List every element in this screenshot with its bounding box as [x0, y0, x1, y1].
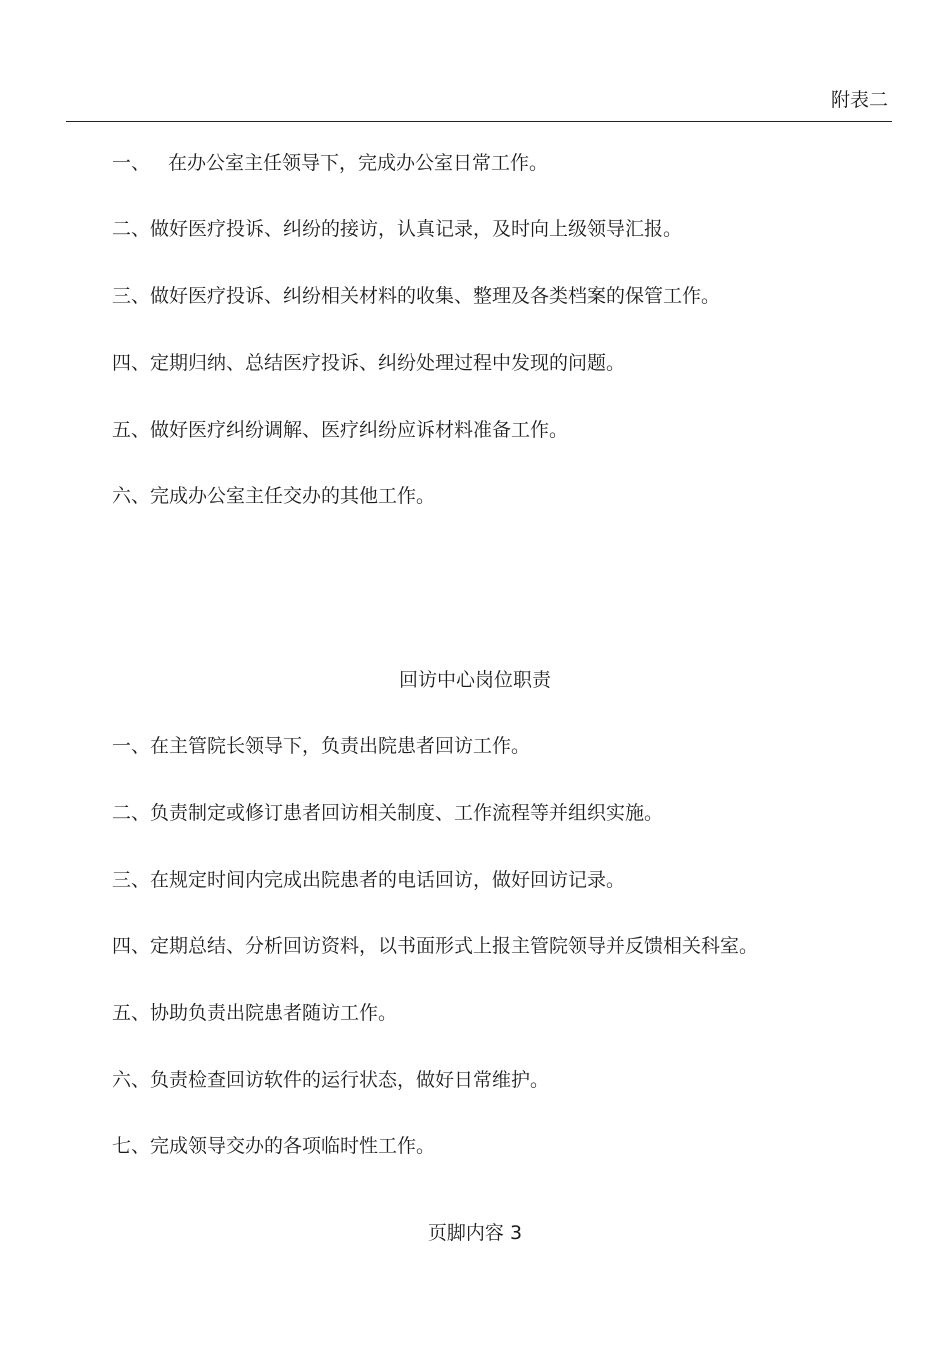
item-number: 三、	[112, 285, 151, 307]
list-item	[112, 868, 625, 892]
item-text: 做好医疗纠纷调解、医疗纠纷应诉材料准备工作。	[150, 419, 569, 441]
item-text: 在办公室主任领导下，完成办公室日常工作。	[168, 152, 549, 174]
item-number: 五、	[112, 1002, 151, 1024]
list-item	[112, 418, 568, 442]
list-item	[112, 1068, 549, 1092]
item-text: 在规定时间内完成出院患者的电话回访，做好回访记录。	[150, 869, 626, 891]
list-item	[112, 1134, 435, 1158]
item-text: 完成领导交办的各项临时性工作。	[150, 1135, 436, 1157]
item-number: 七、	[112, 1135, 151, 1157]
item-text: 定期归纳、总结医疗投诉、纠纷处理过程中发现的问题。	[150, 352, 626, 374]
item-number: 一、	[112, 152, 151, 174]
list-item	[112, 801, 663, 825]
item-text: 负责制定或修订患者回访相关制度、工作流程等并组织实施。	[150, 802, 664, 824]
item-text: 定期总结、分析回访资料，以书面形式上报主管院领导并反馈相关科室。	[150, 935, 759, 957]
item-number: 一、	[112, 735, 151, 757]
item-text: 做好医疗投诉、纠纷的接访，认真记录，及时向上级领导汇报。	[150, 218, 683, 240]
item-number: 二、	[112, 218, 151, 240]
item-text: 负责检查回访软件的运行状态，做好日常维护。	[150, 1069, 550, 1091]
item-number: 二、	[112, 802, 151, 824]
list-item	[112, 284, 720, 308]
item-number: 六、	[112, 485, 151, 507]
section-title: 回访中心岗位职责	[398, 669, 551, 691]
list-item	[112, 217, 682, 241]
item-text: 完成办公室主任交办的其他工作。	[150, 485, 436, 507]
item-number: 四、	[112, 935, 151, 957]
item-number: 三、	[112, 869, 151, 891]
list-item	[112, 734, 530, 758]
list-item	[112, 151, 548, 175]
header-divider	[66, 121, 892, 122]
item-text: 协助负责出院患者随访工作。	[150, 1002, 398, 1024]
list-item	[112, 484, 435, 508]
list-item	[112, 934, 758, 958]
item-text: 做好医疗投诉、纠纷相关材料的收集、整理及各类档案的保管工作。	[150, 285, 721, 307]
item-number: 六、	[112, 1069, 151, 1091]
item-text: 在主管院长领导下，负责出院患者回访工作。	[150, 735, 531, 757]
item-number: 五、	[112, 419, 151, 441]
item-number: 四、	[112, 352, 151, 374]
list-item	[112, 351, 625, 375]
page-header-label: 附表二	[830, 89, 888, 111]
page-footer: 页脚内容 3	[427, 1222, 523, 1244]
list-item	[112, 1001, 397, 1025]
